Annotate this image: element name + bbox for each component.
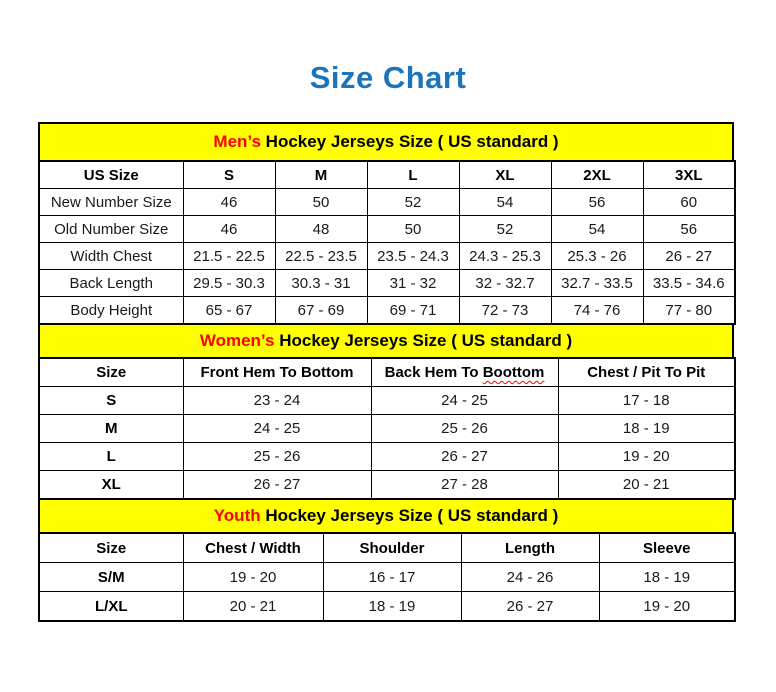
womens-banner-highlight: Women’s — [199, 331, 275, 350]
size-value-cell: 18 - 19 — [599, 563, 735, 592]
youth-banner-label: Hockey Jerseys Size ( US standard ) — [260, 506, 559, 525]
size-value-cell: 77 - 80 — [643, 297, 735, 325]
size-value-cell: 24 - 25 — [183, 415, 371, 443]
size-value-cell: 24 - 25 — [371, 387, 558, 415]
mens-size-table — [38, 160, 736, 325]
column-header-text: Back Hem To — [384, 364, 483, 381]
size-value-cell: 24.3 - 25.3 — [459, 243, 551, 270]
row-label: L — [39, 443, 183, 471]
table-row — [39, 415, 735, 443]
size-value-cell: 56 — [551, 189, 643, 216]
size-value-cell: 29.5 - 30.3 — [183, 270, 275, 297]
size-value-cell: 52 — [367, 189, 459, 216]
column-header: Chest / Pit To Pit — [558, 358, 735, 387]
table-row — [39, 387, 735, 415]
size-value-cell: 30.3 - 31 — [275, 270, 367, 297]
size-value-cell: 19 - 20 — [599, 592, 735, 622]
womens-banner-label: Hockey Jerseys Size ( US standard ) — [274, 331, 573, 350]
column-header: Chest / Width — [183, 533, 323, 563]
column-header: L — [367, 161, 459, 189]
table-row — [39, 297, 735, 325]
mens-banner-label: Hockey Jerseys Size ( US standard ) — [260, 132, 559, 151]
size-value-cell: 25 - 26 — [183, 443, 371, 471]
size-value-cell: 23 - 24 — [183, 387, 371, 415]
size-value-cell: 50 — [367, 216, 459, 243]
column-header: Size — [39, 358, 183, 387]
column-header: M — [275, 161, 367, 189]
size-value-cell: 56 — [643, 216, 735, 243]
womens-section-banner — [38, 323, 734, 359]
header-row — [39, 358, 735, 387]
size-value-cell: 21.5 - 22.5 — [183, 243, 275, 270]
size-value-cell: 67 - 69 — [275, 297, 367, 325]
size-value-cell: 32.7 - 33.5 — [551, 270, 643, 297]
column-header: S — [183, 161, 275, 189]
size-value-cell: 69 - 71 — [367, 297, 459, 325]
header-row — [39, 161, 735, 189]
row-label: XL — [39, 471, 183, 500]
size-value-cell: 23.5 - 24.3 — [367, 243, 459, 270]
row-label: S/M — [39, 563, 183, 592]
size-value-cell: 46 — [183, 216, 275, 243]
column-header — [371, 358, 558, 387]
column-header: Front Hem To Bottom — [183, 358, 371, 387]
table-row — [39, 471, 735, 500]
size-value-cell: 26 - 27 — [371, 443, 558, 471]
size-value-cell: 54 — [551, 216, 643, 243]
size-value-cell: 26 - 27 — [461, 592, 599, 622]
size-value-cell: 50 — [275, 189, 367, 216]
size-value-cell: 17 - 18 — [558, 387, 735, 415]
row-label: Width Chest — [39, 243, 183, 270]
column-header: Shoulder — [323, 533, 461, 563]
header-row — [39, 533, 735, 563]
column-header: XL — [459, 161, 551, 189]
row-label: M — [39, 415, 183, 443]
column-header: 2XL — [551, 161, 643, 189]
youth-banner-highlight: Youth — [213, 506, 261, 525]
youth-size-table — [38, 532, 736, 622]
table-row — [39, 592, 735, 622]
size-value-cell: 46 — [183, 189, 275, 216]
size-value-cell: 65 - 67 — [183, 297, 275, 325]
size-value-cell: 20 - 21 — [183, 592, 323, 622]
size-value-cell: 60 — [643, 189, 735, 216]
row-label: Old Number Size — [39, 216, 183, 243]
size-value-cell: 19 - 20 — [558, 443, 735, 471]
womens-size-table — [38, 357, 736, 500]
mens-section-banner — [38, 122, 734, 162]
column-header: Length — [461, 533, 599, 563]
misspelled-word: Boottom — [482, 364, 545, 381]
column-header: Sleeve — [599, 533, 735, 563]
size-value-cell: 74 - 76 — [551, 297, 643, 325]
size-value-cell: 54 — [459, 189, 551, 216]
size-value-cell: 25.3 - 26 — [551, 243, 643, 270]
size-value-cell: 27 - 28 — [371, 471, 558, 500]
size-value-cell: 18 - 19 — [558, 415, 735, 443]
size-value-cell: 33.5 - 34.6 — [643, 270, 735, 297]
size-value-cell: 31 - 32 — [367, 270, 459, 297]
size-value-cell: 48 — [275, 216, 367, 243]
table-row — [39, 189, 735, 216]
size-value-cell: 25 - 26 — [371, 415, 558, 443]
column-header: 3XL — [643, 161, 735, 189]
table-row — [39, 270, 735, 297]
size-value-cell: 19 - 20 — [183, 563, 323, 592]
column-header: US Size — [39, 161, 183, 189]
table-row — [39, 216, 735, 243]
size-value-cell: 72 - 73 — [459, 297, 551, 325]
column-header: Size — [39, 533, 183, 563]
size-value-cell: 32 - 32.7 — [459, 270, 551, 297]
size-value-cell: 22.5 - 23.5 — [275, 243, 367, 270]
page-title: Size Chart — [309, 60, 467, 95]
size-value-cell: 18 - 19 — [323, 592, 461, 622]
size-value-cell: 20 - 21 — [558, 471, 735, 500]
size-value-cell: 52 — [459, 216, 551, 243]
table-row — [39, 243, 735, 270]
size-value-cell: 16 - 17 — [323, 563, 461, 592]
youth-section-banner — [38, 498, 734, 534]
row-label: Body Height — [39, 297, 183, 325]
row-label: Back Length — [39, 270, 183, 297]
size-value-cell: 24 - 26 — [461, 563, 599, 592]
size-value-cell: 26 - 27 — [643, 243, 735, 270]
row-label: S — [39, 387, 183, 415]
row-label: New Number Size — [39, 189, 183, 216]
table-row — [39, 563, 735, 592]
row-label: L/XL — [39, 592, 183, 622]
size-value-cell: 26 - 27 — [183, 471, 371, 500]
size-chart-stack — [38, 122, 734, 622]
mens-banner-highlight: Men’s — [213, 132, 261, 151]
table-row — [39, 443, 735, 471]
